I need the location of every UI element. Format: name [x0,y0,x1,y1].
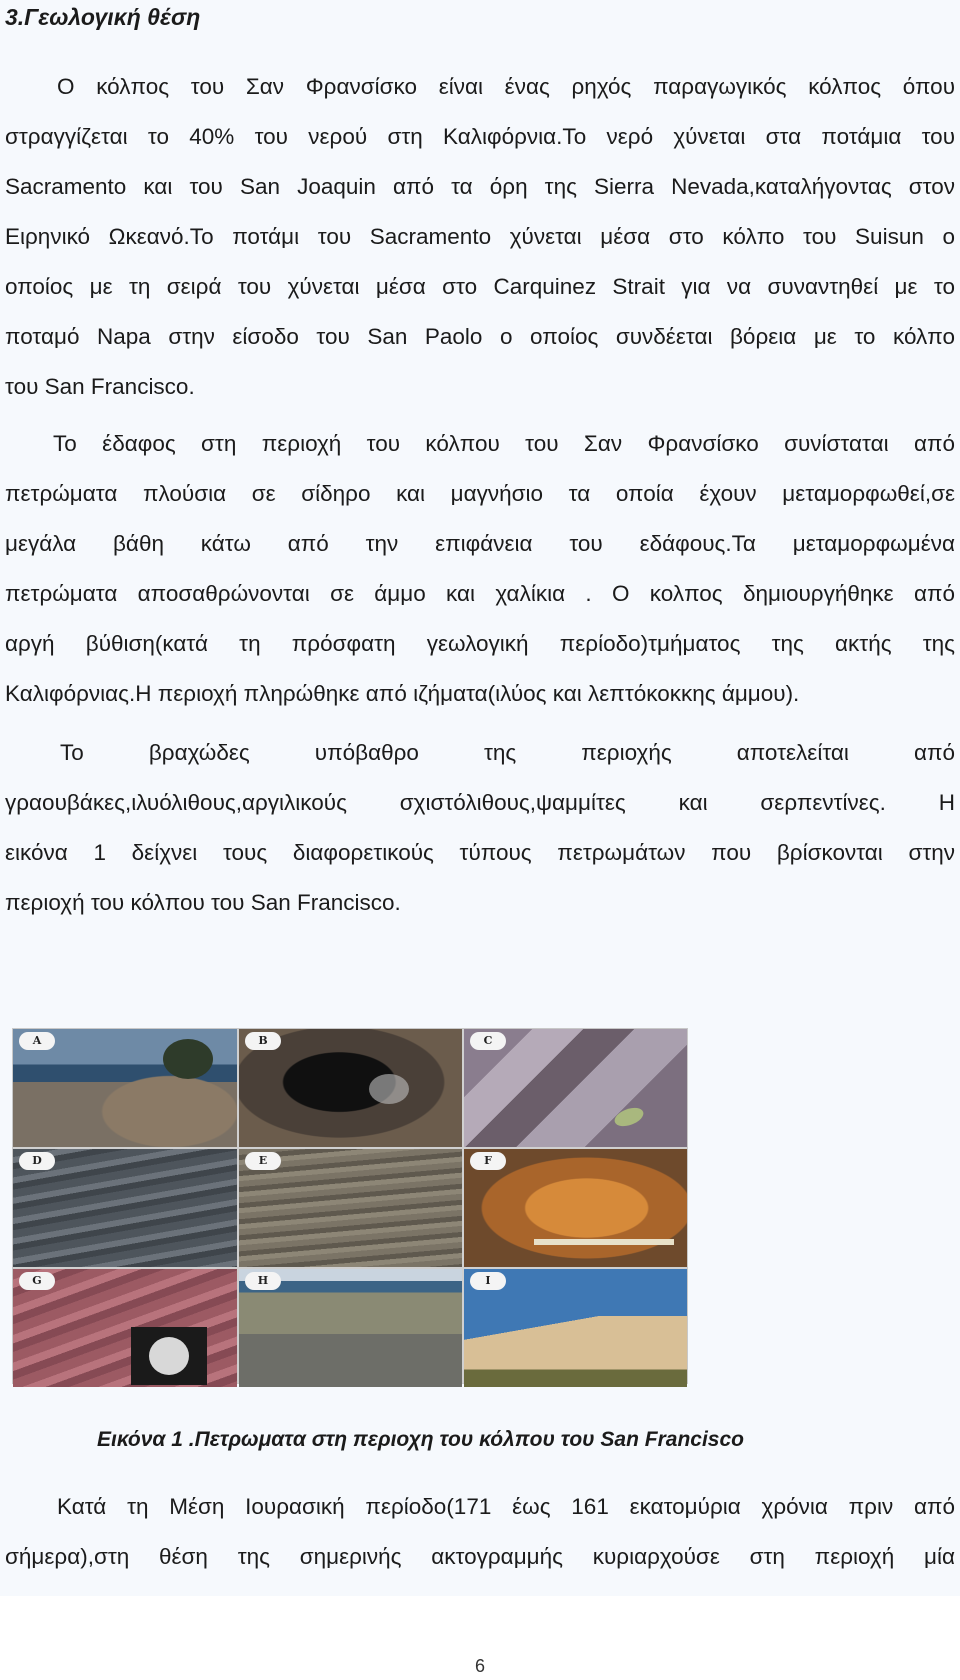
figure-panel-h [239,1269,462,1387]
figure-panel-i [464,1269,687,1387]
text-line: Καλιφόρνιας.Η περιοχή πληρώθηκε από ιζήματα(ιλύος και λεπτόκοκκης άμμου). [5,681,800,706]
text-line: αργή βύθιση(κατά τη πρόσφατη γεωλογική περίοδο)τμήματος της ακτής της [5,631,955,656]
photo-detail [369,1074,409,1104]
figure-panel-g [13,1269,237,1387]
panel-label: A [19,1032,55,1050]
paragraph-2 [5,419,955,719]
text-line: του San Francisco. [5,374,195,399]
figure-panel-f [464,1149,687,1267]
figure-panel-e [239,1149,462,1267]
rock-types-figure [12,1028,688,1384]
text-line: στραγγίζεται το 40% του νερού στη Καλιφόρνια.Το νερό χύνεται στα ποτάμια του [5,124,955,149]
section-heading: 3.Γεωλογική θέση [5,4,201,30]
paragraph-3 [5,728,955,928]
figure-panel-b [239,1029,462,1147]
figure-panel-d [13,1149,237,1267]
panel-label: F [470,1152,506,1170]
figure-caption: Εικόνα 1 .Πετρωματα στη περιοχη του κόλπου του San Francisco [97,1428,744,1451]
text-line: Κατά τη Μέση Ιουρασική περίοδο(171 έως 161 εκατομύρια χρόνια πριν από [57,1494,955,1519]
figure-panel-c [464,1029,687,1147]
text-line: σήμερα),στη θέση της σημερινής ακτογραμμής κυριαρχούσε στη περιοχή μία [5,1544,955,1569]
paragraph-1 [5,62,955,412]
panel-label: E [245,1152,281,1170]
text-line: μεγάλα βάθη κάτω από την επιφάνεια του εδάφους.Τα μεταμορφωμένα [5,531,955,556]
panel-label: G [19,1272,55,1290]
text-line: οποίος με τη σειρά του χύνεται μέσα στο Carquinez Strait για να συναντηθεί με το [5,274,955,299]
text-line: γραουβάκες,ιλυόλιθους,αργιλικούς σχιστόλιθους,ψαμμίτες και σερπεντίνες. Η [5,790,955,815]
text-line: περιοχή του κόλπου του San Francisco. [5,890,401,915]
text-line: Ο κόλπος του Σαν Φρανσίσκο είναι ένας ρηχός παραγωγικός κόλπος όπου [57,74,955,99]
panel-label: H [245,1272,281,1290]
panel-label: D [19,1152,55,1170]
panel-label: C [470,1032,506,1050]
text-line: πετρώματα αποσαθρώνονται σε άμμο και χαλίκια . Ο κολπος δημιουργήθηκε από [5,581,955,606]
page-number: 6 [474,1656,485,1676]
panel-label: B [245,1032,281,1050]
text-line: Το βραχώδες υπόβαθρο της περιοχής αποτελείται από [60,740,955,765]
text-line: Το έδαφος στη περιοχή του κόλπου του Σαν Φρανσίσκο συνίσταται από [53,431,955,456]
text-line: εικόνα 1 δείχνει τους διαφορετικούς τύπους πετρωμάτων που βρίσκονται στην [5,840,955,865]
photo-detail [163,1039,213,1079]
fossil-inset [131,1327,207,1385]
text-line: Sacramento και του San Joaquin από τα όρη της Sierra Nevada,καταλήγοντας στον [5,174,955,199]
photo-detail [534,1239,674,1245]
text-line: Ειρηνικό Ωκεανό.Το ποτάμι του Sacramento χύνεται μέσα στο κόλπο του Suisun ο [5,224,955,249]
photo-detail [612,1104,646,1129]
paragraph-4 [5,1482,955,1582]
panel-label: I [470,1272,506,1290]
text-line: ποταμό Napa στην είσοδο του San Paolo ο οποίος συνδέεται βόρεια με το κόλπο [5,324,955,349]
text-line: πετρώματα πλούσια σε σίδηρο και μαγνήσιο τα οποία έχουν μεταμορφωθεί,σε [5,481,955,506]
figure-panel-a [13,1029,237,1147]
